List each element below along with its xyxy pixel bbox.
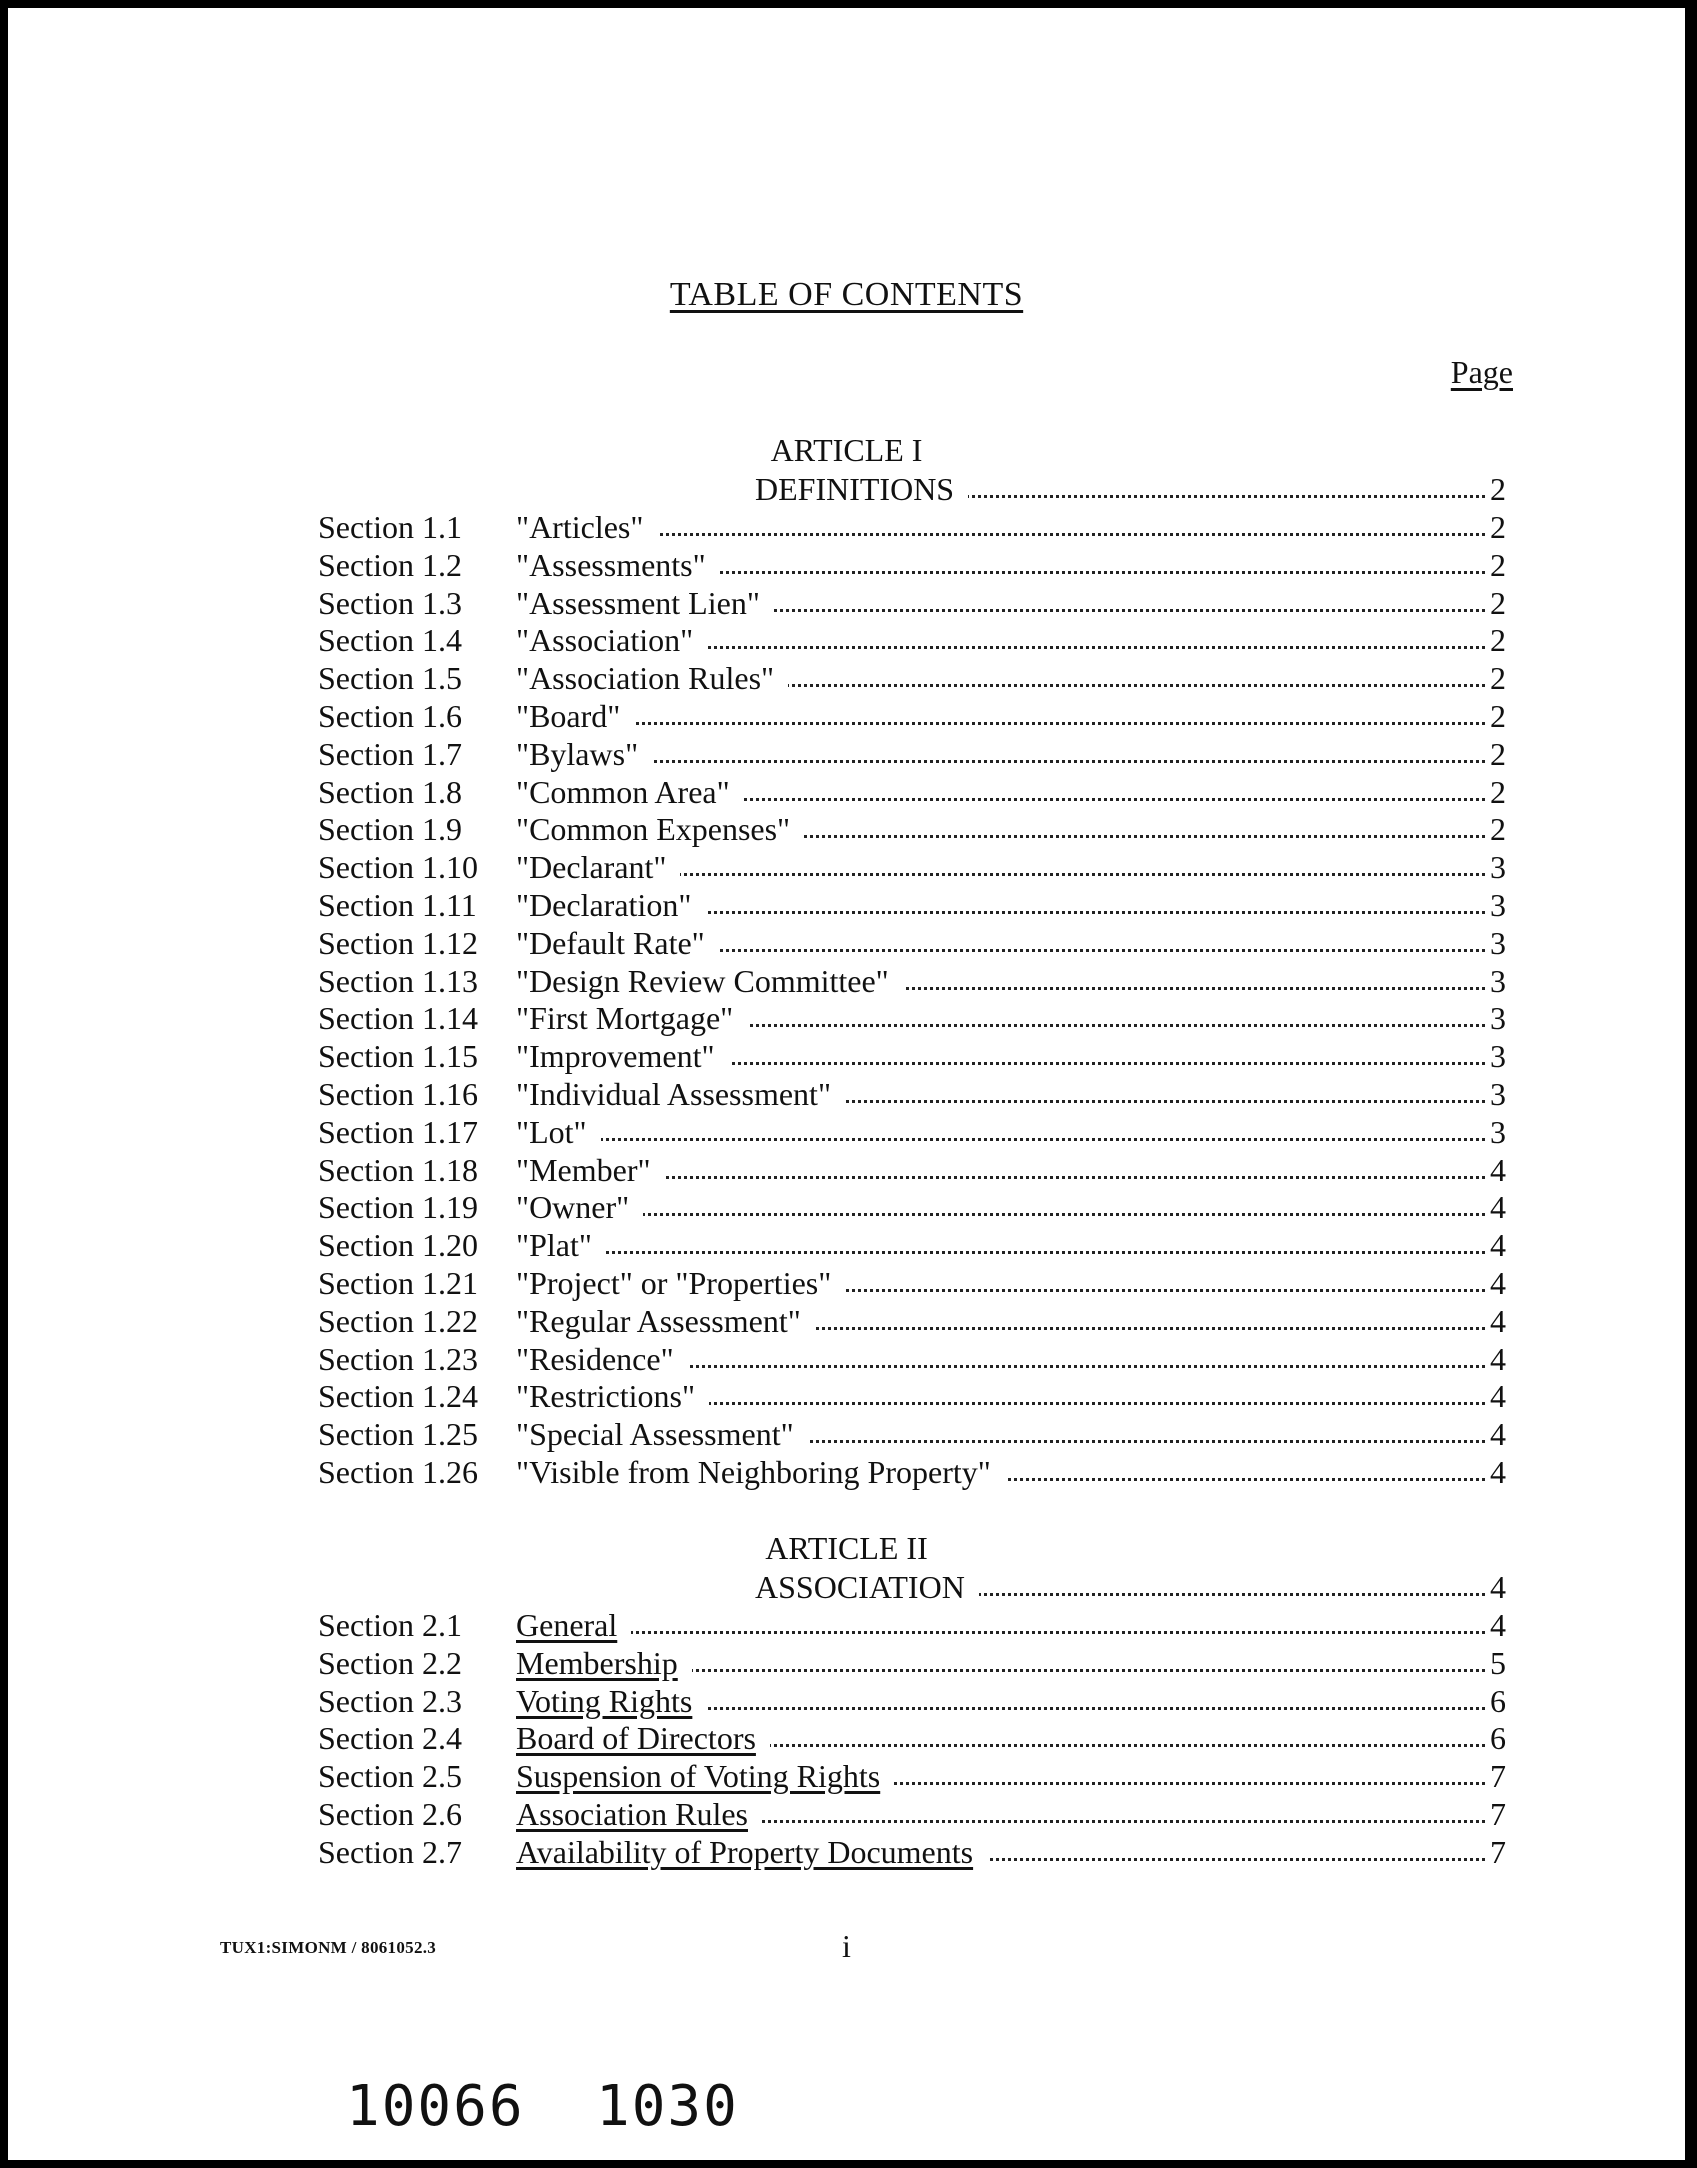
page-number: 4 [1490,1227,1506,1264]
section-number: Section 1.17 [318,1113,478,1150]
page-number: 3 [1490,1113,1506,1150]
toc-entry [8,1833,1685,1871]
section-title [516,584,1485,622]
section-title-text: "Individual Assessment" [516,1076,845,1112]
page-number: 7 [1490,1758,1506,1795]
toc-entry [8,1415,1685,1453]
toc-entry [8,1719,1685,1757]
page-number: 5 [1490,1644,1506,1681]
section-number: Section 1.9 [318,811,462,848]
section-title-text: "Common Area" [516,774,744,810]
dot-leader [516,1138,1485,1141]
toc-entry [8,1188,1685,1226]
toc-entry [8,962,1685,1000]
article-heading-row [8,1568,1685,1606]
article-label: ARTICLE I [770,432,923,468]
section-title-text: "Board" [516,698,634,734]
toc-entry [8,508,1685,546]
section-title-text: Association Rules [516,1796,762,1832]
section-number: Section 1.12 [318,924,478,961]
section-title [516,621,1485,659]
page-number: 2 [1490,622,1506,659]
section-title [516,1757,1485,1795]
section-title [516,1340,1485,1378]
page-number: 6 [1490,1682,1506,1719]
section-title-text: "Plat" [516,1227,606,1263]
article-heading [755,470,1485,508]
section-title [516,1833,1485,1871]
section-number: Section 1.1 [318,509,462,545]
page-number: 2 [1490,735,1506,772]
section-title [516,1037,1485,1075]
toc-entry [8,621,1685,659]
section-number: Section 1.2 [318,546,462,583]
section-title-text: "Declaration" [516,887,705,923]
toc-entry [8,1682,1685,1720]
page-number: 2 [1490,546,1506,583]
section-title [516,1644,1485,1682]
toc-entry [8,584,1685,622]
section-number: Section 1.15 [318,1038,478,1075]
page-number: 6 [1490,1720,1506,1757]
page-number: 4 [1490,1151,1506,1188]
page-number: 4 [1490,1416,1506,1453]
page-number: 4 [1490,1378,1506,1415]
toc-entry [8,1340,1685,1378]
toc-entry [8,886,1685,924]
toc-entry [8,773,1685,811]
page-number: 3 [1490,924,1506,961]
section-title-text: Voting Rights [516,1683,706,1719]
section-title-text: "Lot" [516,1114,601,1150]
toc-entry [8,546,1685,584]
page-number: 4 [1490,1454,1506,1490]
section-title-text: "Declarant" [516,849,680,885]
dot-leader [516,1631,1485,1634]
section-title [516,546,1485,584]
toc-entry [8,1453,1685,1491]
section-number: Section 1.7 [318,735,462,772]
section-title [516,848,1485,886]
section-number: Section 1.14 [318,1000,478,1037]
section-title-text: "Association Rules" [516,660,788,696]
section-title [516,1226,1485,1264]
page-number: 2 [1490,773,1506,810]
page-number: 4 [1490,1340,1506,1377]
section-title [516,735,1485,773]
section-number: Section 1.21 [318,1265,478,1301]
section-number: Section 1.3 [318,584,462,621]
section-number: Section 1.19 [318,1189,478,1226]
page-number: 3 [1490,1076,1506,1112]
page-number: 2 [1490,698,1506,734]
toc-entry [8,1377,1685,1415]
dot-leader [516,1251,1485,1254]
section-number: Section 2.7 [318,1833,462,1870]
section-title [516,924,1485,962]
toc-entry [8,1795,1685,1833]
section-title-text: Availability of Property Documents [516,1834,987,1870]
section-title [516,773,1485,811]
dot-leader [516,722,1485,725]
article-heading-text: DEFINITIONS [755,471,968,507]
section-title [516,1682,1485,1720]
section-title-text: "Owner" [516,1189,643,1225]
toc-entry [8,697,1685,735]
section-title-text: "Regular Assessment" [516,1303,815,1339]
section-number: Section 1.6 [318,698,462,734]
section-title [516,1606,1485,1644]
toc-entry [8,1151,1685,1189]
page-number: 3 [1490,849,1506,886]
section-number: Section 2.2 [318,1644,462,1681]
section-title-text: Membership [516,1645,692,1681]
section-number: Section 1.4 [318,622,462,659]
toc-entry [8,1113,1685,1151]
section-title-text: General [516,1607,631,1643]
section-title-text: "Residence" [516,1341,688,1377]
section-title-text: "Visible from Neighboring Property" [516,1454,1005,1490]
article-heading-text: ASSOCIATION [755,1569,979,1605]
section-title [516,1302,1485,1340]
toc-entry [8,1644,1685,1682]
section-number: Section 2.5 [318,1758,462,1795]
toc-entry [8,1226,1685,1264]
dot-leader [516,1213,1485,1216]
section-title [516,810,1485,848]
section-number: Section 2.6 [318,1796,462,1832]
section-title [516,1113,1485,1151]
section-number: Section 1.23 [318,1340,478,1377]
section-title [516,1453,1485,1491]
section-number: Section 2.3 [318,1682,462,1719]
toc-entry [8,659,1685,697]
dot-leader [516,533,1485,536]
page-number: 3 [1490,1000,1506,1037]
toc-entry [8,1757,1685,1795]
page-number: 2 [1490,471,1506,507]
page-number: 7 [1490,1833,1506,1870]
toc-entry [8,810,1685,848]
article-heading [755,1568,1485,1606]
footer-page-number: i [842,1928,851,1964]
page-number: 4 [1490,1569,1506,1605]
toc-title: TABLE OF CONTENTS [669,276,1024,313]
section-number: Section 1.11 [318,887,477,923]
document-code: TUX1:SIMONM / 8061052.3 [220,1938,437,1957]
section-title [516,999,1485,1037]
page-number: 4 [1490,1302,1506,1339]
section-number: Section 1.22 [318,1302,478,1339]
page-number: 2 [1490,509,1506,545]
section-title-text: Board of Directors [516,1720,770,1756]
section-title [516,1415,1485,1453]
section-title-text: "Special Assessment" [516,1416,808,1452]
toc-entry [8,1606,1685,1644]
dot-leader [516,760,1485,763]
toc-entry [8,848,1685,886]
section-title-text: "Default Rate" [516,925,719,961]
page-number: 3 [1490,962,1506,999]
section-number: Section 1.5 [318,660,462,697]
section-title-text: "Member" [516,1152,665,1188]
section-number: Section 2.1 [318,1607,462,1643]
section-title [516,659,1485,697]
page-number: 2 [1490,811,1506,848]
bates-stamp: 10066 1030 [346,2074,739,2139]
section-title-text: "Design Review Committee" [516,963,903,999]
section-number: Section 1.24 [318,1378,478,1415]
page-number: 3 [1490,887,1506,923]
toc-entry [8,1037,1685,1075]
document-page [8,8,1685,2160]
section-number: Section 2.4 [318,1720,462,1757]
section-number: Section 1.10 [318,849,478,886]
section-title-text: "Assessments" [516,547,720,583]
toc-entry [8,1264,1685,1302]
section-title [516,1075,1485,1113]
page-number: 4 [1490,1189,1506,1226]
article-label: ARTICLE II [765,1530,928,1566]
section-number: Section 1.25 [318,1416,478,1453]
toc-entry [8,924,1685,962]
section-title [516,1377,1485,1415]
section-title [516,1264,1485,1302]
section-title [516,697,1485,735]
section-title-text: "Restrictions" [516,1378,709,1414]
section-title-text: "First Mortgage" [516,1000,747,1036]
page-number: 4 [1490,1607,1506,1643]
section-title [516,508,1485,546]
section-title [516,1151,1485,1189]
section-number: Section 1.8 [318,773,462,810]
section-number: Section 1.18 [318,1151,478,1188]
page-column-label: Page [1450,354,1513,390]
page-number: 7 [1490,1796,1506,1832]
section-title-text: "Articles" [516,509,657,545]
section-title [516,1795,1485,1833]
section-title-text: "Project" or "Properties" [516,1265,845,1301]
toc-entry [8,1075,1685,1113]
section-title [516,886,1485,924]
article-heading-row [8,470,1685,508]
section-number: Section 1.16 [318,1076,478,1112]
page-number: 2 [1490,584,1506,621]
toc-entry [8,999,1685,1037]
section-title-text: "Improvement" [516,1038,729,1074]
page-number: 2 [1490,660,1506,697]
section-title-text: Suspension of Voting Rights [516,1758,894,1794]
section-title-text: "Bylaws" [516,736,652,772]
section-title [516,962,1485,1000]
section-title-text: "Assessment Lien" [516,585,774,621]
section-number: Section 1.26 [318,1454,478,1490]
toc-entry [8,735,1685,773]
section-title-text: "Common Expenses" [516,811,804,847]
section-number: Section 1.13 [318,962,478,999]
toc-entry [8,1302,1685,1340]
section-title [516,1719,1485,1757]
section-number: Section 1.20 [318,1227,478,1264]
section-title-text: "Association" [516,622,707,658]
section-title [516,1188,1485,1226]
page-number: 3 [1490,1038,1506,1075]
page-number: 4 [1490,1265,1506,1301]
